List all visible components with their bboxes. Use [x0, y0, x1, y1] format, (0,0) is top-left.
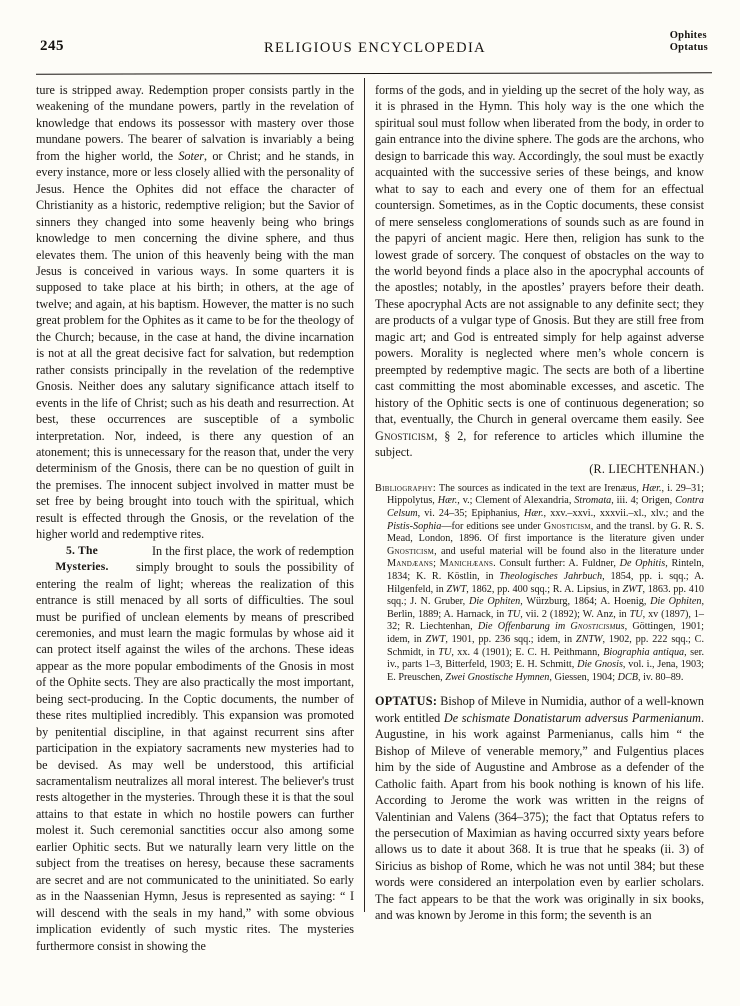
- holy-way-text-end: , § 2, for reference to articles which illumine the subject.: [375, 428, 704, 459]
- running-title: RELIGIOUS ENCYCLOPEDIA: [263, 40, 487, 56]
- header-entry-guide: [670, 30, 708, 53]
- holy-way-text: forms of the gods, and in yielding up the secret of the holy way, as it is phrased in the Hymn. This holy way is the one which the spiritual soul must follow when liberated from the body, in order to gain entrance into the divine sphere. The gods are the archons, who design to barricade this way. Accordingly, the soul must be exactly acquainted with the successive series of these beings, and know what to say to each and every one of them for an effectual countersign. Sometimes, as in the Coptic documents, these consist of mere senseless conglomerations of sounds such as are found in the papyri of ancient magic. Here then, religion has sunk to the lowest grade of sorcery. The conquest of obstacles on the way to the world beyond finds a place also in the apocryphal accounts of the apostles; notably, in the apostles’ prayers before their death. These apocryphal Acts are not assignable to any definite sect; they are products of a vulgar type of Gnosis. But they are still free from magic art; and God is entreated simply for help against adverse powers. Morality is neglected where men’s whole concern is preempted by redemptive magic. The sects are both of a libertine cast committing the most abominable excesses, and ascetic. The history of the Ophitic sects is one of continuous degeneration; so that, eventually, the Church in general overcame them easily. See: [375, 83, 704, 427]
- text-body: [36, 82, 714, 1002]
- bibliography: [375, 483, 704, 685]
- header-entry-last: Optatus: [669, 41, 708, 53]
- optatus-text-b: . Augustine, in his work against Parmenianus, calls him “ the Bishop of Mileve of venerable memory,” and Fulgentius places him by the side of Augustine and Ambrose as a defender of the Catholic faith. Apart from his book nothing is known of his life. According to Jerome the work was written in the reigns of Valentinian and Valens (364–375); the fact that Optatus refers to the persecution of Maximian as having occurred sixty years before allows us to date it about 368. It is true that he speaks (ii. 3) of Siricius as bishop of Rome, which he was not until 384; but these words were considered an interpolation even by earlier scholars. The fact appears to be that the work was originally in six books, and was known by Jerome in this form; the seventh is an: [375, 710, 704, 923]
- soter-italic: Soter: [178, 148, 205, 163]
- mysteries-section: [36, 543, 354, 954]
- article-byline: (R. LIECHTENHAN.): [589, 462, 704, 477]
- bibliography-label: Bibliography:: [375, 482, 436, 494]
- paragraph-mysteries-opening: [36, 543, 354, 954]
- header-rule: [36, 72, 712, 74]
- marginal-heading-line-1: 5. The: [66, 543, 98, 557]
- marginal-heading-mysteries: [36, 543, 128, 576]
- entry-heading-optatus: OPTATUS:: [375, 694, 438, 709]
- gnosticism-cross-reference: Gnosticism: [375, 428, 435, 443]
- optatus-text-a: Bishop of Mileve in Numidia, author of a well-known work entitled: [375, 694, 704, 725]
- bibliography-text: The sources as indicated in the text are Irenæus, Hær., i. 29–31; Hippolytus, Hær., v.; Clement of Alexandria, Stromata, iii. 4; Origen, Contra Celsum, vi. 24–35; Epiphanius, Hær., xxv.–xxvi., xxxvii.–xl., xlv.; and the Pistis-Sophia—for editions see under Gnosticism, and the transl. by G. R. S. Mead, London, 1896. Of first importance is the literature given under Gnosticism, and useful material will be found also in the literature under Mandæans; Manichæans. Consult further: A. Fuldner, De Ophitis, Rinteln, 1834; K. R. Köstlin, in Theologisches Jahrbuch, 1854, pp. i. sqq.; A. Hilgenfeld, in ZWT, 1862, pp. 400 sqq.; R. A. Lipsius, in ZWT, 1863. pp. 410 sqq.; J. N. Gruber, Die Ophiten, Würzburg, 1864; A. Hoenig, Die Ophiten, Berlin, 1889; A. Harnack, in TU, vii. 2 (1892); W. Anz, in TU, xv (1897), 1–32; R. Liechtenhan, Die Offenbarung im Gnosticismus, Göttingen, 1901; idem, in ZWT, 1901, pp. 236 sqq.; idem, in ZNTW, 1902, pp. 222 sqq.; C. Schmidt, in TU, xx. 4 (1901); E. C. H. Peithmann, Biographia antiqua, ser. iv., parts 1–3, Bitterfeld, 1903; E. H. Schmitt, Die Gnosis, vol. i., Jena, 1903; E. Preuschen, Zwei Gnostische Hymnen, Giessen, 1904; DCB, iv. 80–89.: [387, 482, 705, 683]
- para-text-b: , or Christ; and he stands, in every instance, more or less closely allied with the personality of Jesus. Hence the Ophites did not efface the character of Christianity as a historic, redemptive religion; but the Savior of sinners they changed into some heavenly being who brings knowledge to men concerning the divine sphere, and thus elevates them. The union of this heavenly being with the man Jesus is conceived in various ways. In some quarters it is supposed to take place at his birth; in others, at the age of twelve; and again, at his baptism. However, the matter is no such great problem for the Ophites as it came to be for the theology of the Church; because, in the case at hand, the divine incarnation is not at all the great decisive fact for salvation, but redemption rather consists principally in the revelation of the redemptive Gnosis. Neither does any salutary significance attach itself to events in the life of Christ; such as his death and resurrection. At best, these occurrences are susceptible of a symbolic interpretation. Nor, indeed, is there any question of an atonement; this is unnecessary for the reason that, under the very determinism of the Gnosis, there can be no question of guilt in the premises. The innocent subject involved in matter must be set free by being brought into touch with the spiritual, which result is effected through the Gnosis, or the revelation of the higher world and redemptive rites.: [36, 148, 354, 542]
- optatus-work-title: De schismate Donatistarum adversus Parmenianum: [443, 710, 701, 725]
- running-head: [34, 30, 716, 64]
- mysteries-text-b: of this entrance is still menaced by all sorts of difficulties. The soul must be purified of unclean elements by means: [36, 576, 354, 624]
- column-divider: [364, 78, 365, 912]
- mysteries-text-a: In the first place, the work of redemption simply brought to souls the possibility of entering the realm of light; whereas the realization: [36, 543, 354, 591]
- right-column: [375, 82, 704, 1002]
- marginal-heading-line-2: Mysteries.: [55, 560, 109, 574]
- header-entry-first: Ophites: [669, 30, 707, 41]
- page-number: 245: [40, 38, 64, 54]
- paragraph-optatus: [375, 693, 704, 923]
- mysteries-text-c: of prescribed ceremonies, and must learn the magic formulas by whose aid it can protect itself against the wiles of the archons. These ideas appear as the more popular embodiments of the Gnosis in most of the Ophite sects. They are also practically the most important, being sect-producing. In the Coptic documents, the number of these rites multiplied incredibly. This expansion was promoted by penitential discipline, in that against recurrent sins after participation in the expiatory sacraments new mysteries had to be devised. As may well be understood, this artificial sacramentalism neutralizes all moral interest. The believer's trust rests altogether in the mysteries. Through these it is that the soul attains to that estate in which no hostile powers can further molest it. Such ceremonial sanctities occur also among some earlier Ophitic sects. But we naturally learn very little on the subject from the treatises on heresy, because these sacraments are secret and are not communicated to the uninitiated. So early as in the Naassenian Hymn, Jesus is represented as saying: “ I will descend with the seals in my hand,” with some obvious implication evidently of such mystic rites. The mysteries furthermore consist in showing the: [36, 609, 354, 953]
- paragraph-redemption: [36, 82, 354, 543]
- paragraph-holy-way: [375, 82, 704, 460]
- left-column: [36, 82, 354, 1002]
- para-text-a: ture is stripped away. Redemption proper consists partly in the weakening of the mundane powers, partly in the revelation of knowledge that endows its possessor with mastery over those mundane powers. The bearer of salvation is invariably a being from the higher world, the: [36, 83, 354, 163]
